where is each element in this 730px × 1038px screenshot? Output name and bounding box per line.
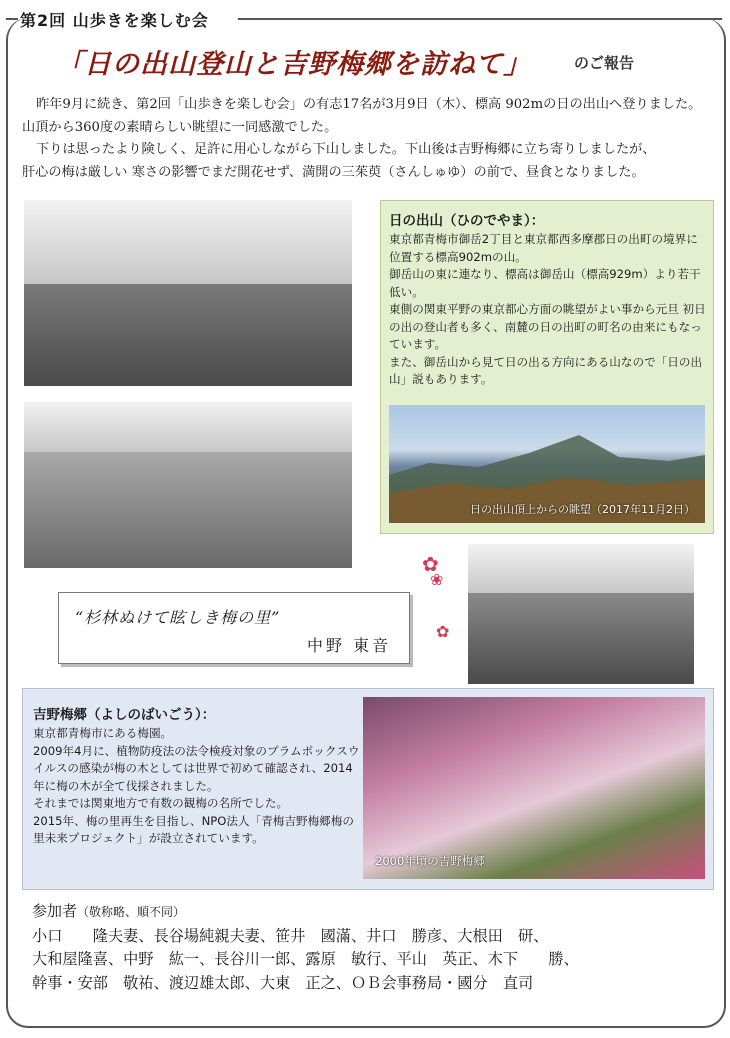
plum-grove-photo <box>363 697 705 879</box>
page-title: 「日の出山登山と吉野梅郷を訪ねて」 <box>56 49 532 80</box>
participants-line: 大和屋隆喜、中野 紘一、長谷川一郎、露原 敏行、平山 英正、木下 勝、 <box>32 950 579 968</box>
group-photo-plum-garden <box>468 544 694 684</box>
participants-line: 小口 隆夫妻、長谷場純親夫妻、笹井 國滿、井口 勝彦、大根田 研、 <box>32 926 549 945</box>
intro-line: 山頂から360度の素晴らしい眺望に一同感激でした。 <box>22 119 338 135</box>
plum-flower-icon: ❀ <box>430 570 444 589</box>
yoshino-title: 吉野梅郷（よしのばいごう）： <box>33 707 216 723</box>
participants-list <box>32 900 712 995</box>
hinodeyama-line: 東京都青梅市御岳2丁目と東京都西多摩郡日の出町の境界に位置する標高902mの山。 <box>389 232 698 264</box>
yoshino-line: 東京都青梅市にある梅園。 <box>33 726 173 740</box>
participants-line: 幹事・安部 敬祐、渡辺雄太郎、大東 正之、ＯＢ会事務局・國分 直司 <box>32 973 534 992</box>
plum-flower-icon: ✿ <box>422 552 439 576</box>
yoshino-text <box>33 725 363 848</box>
hinodeyama-info-box <box>380 200 714 534</box>
plum-flower-icon: ✿ <box>436 622 450 641</box>
hinodeyama-line: 東側の関東平野の東京都心方面の眺望がよい事から元旦 初日の出の登山者も多く、南麓の日の出町の町名の由来にもなっています。 <box>389 302 706 351</box>
group-photo-summit <box>24 200 352 386</box>
intro-text <box>22 94 722 184</box>
hinodeyama-title: 日の出山（ひのでやま）： <box>389 213 545 229</box>
haiku-line: “杉林ぬけて眩しき梅の里” <box>75 608 281 627</box>
summit-view-photo <box>389 405 705 523</box>
hinodeyama-line: また、御岳山から見て日の出る方向にある山なので「日の出山」説もあります。 <box>389 354 703 386</box>
hinodeyama-text <box>389 231 707 389</box>
yoshino-info-box <box>22 688 714 890</box>
summit-view-caption: 日の出山頂上からの眺望（2017年11月2日） <box>470 503 695 516</box>
participants-heading <box>32 900 712 925</box>
plum-grove-caption: 2000年頃の吉野梅郷 <box>375 854 485 868</box>
participants-heading-note: （敬称略、順不同） <box>77 905 186 919</box>
group-photo-lunch <box>24 402 352 568</box>
haiku-author: 中野 東音 <box>307 636 392 655</box>
haiku-card <box>58 592 410 664</box>
intro-line: 昨年9月に続き、第2回「山歩きを楽しむ会」の有志17名が3月9日（木）、標高 902mの日の出山へ登りました。 <box>36 97 702 112</box>
page-title-suffix: のご報告 <box>574 54 635 72</box>
intro-line: 肝心の梅は厳しい 寒さの影響でまだ開花せず、満開の三茱萸（さんしゅゆ）の前で、昼食となりました。 <box>22 164 645 180</box>
intro-line: 下りは思ったより険しく、足許に用心しながら下山しました。下山後は吉野梅郷に立ち寄りしましたが、 <box>36 142 656 157</box>
section-tag: 第2回 山歩きを楽しむ会 <box>20 11 209 30</box>
frame-top-right <box>238 18 722 20</box>
yoshino-line: それまでは関東地方で有数の観梅の名所でした。 <box>33 796 289 810</box>
hinodeyama-line: 御岳山の東に連なり、標高は御岳山（標高929m）より若干低い。 <box>389 267 701 299</box>
yoshino-line: 2009年4月に、植物防疫法の法令検疫対象のプラムポックスウイルスの感染が梅の木としては世界で初めて確認され、2014年に梅の木が全て伐採されました。 <box>33 743 360 793</box>
participants-heading-label: 参加者 <box>32 902 78 920</box>
yoshino-line: 2015年、梅の里再生を目指し、NPO法人「青梅吉野梅郷梅の里未来プロジェクト」が設立されています。 <box>33 813 354 845</box>
frame-top-left <box>6 18 18 20</box>
